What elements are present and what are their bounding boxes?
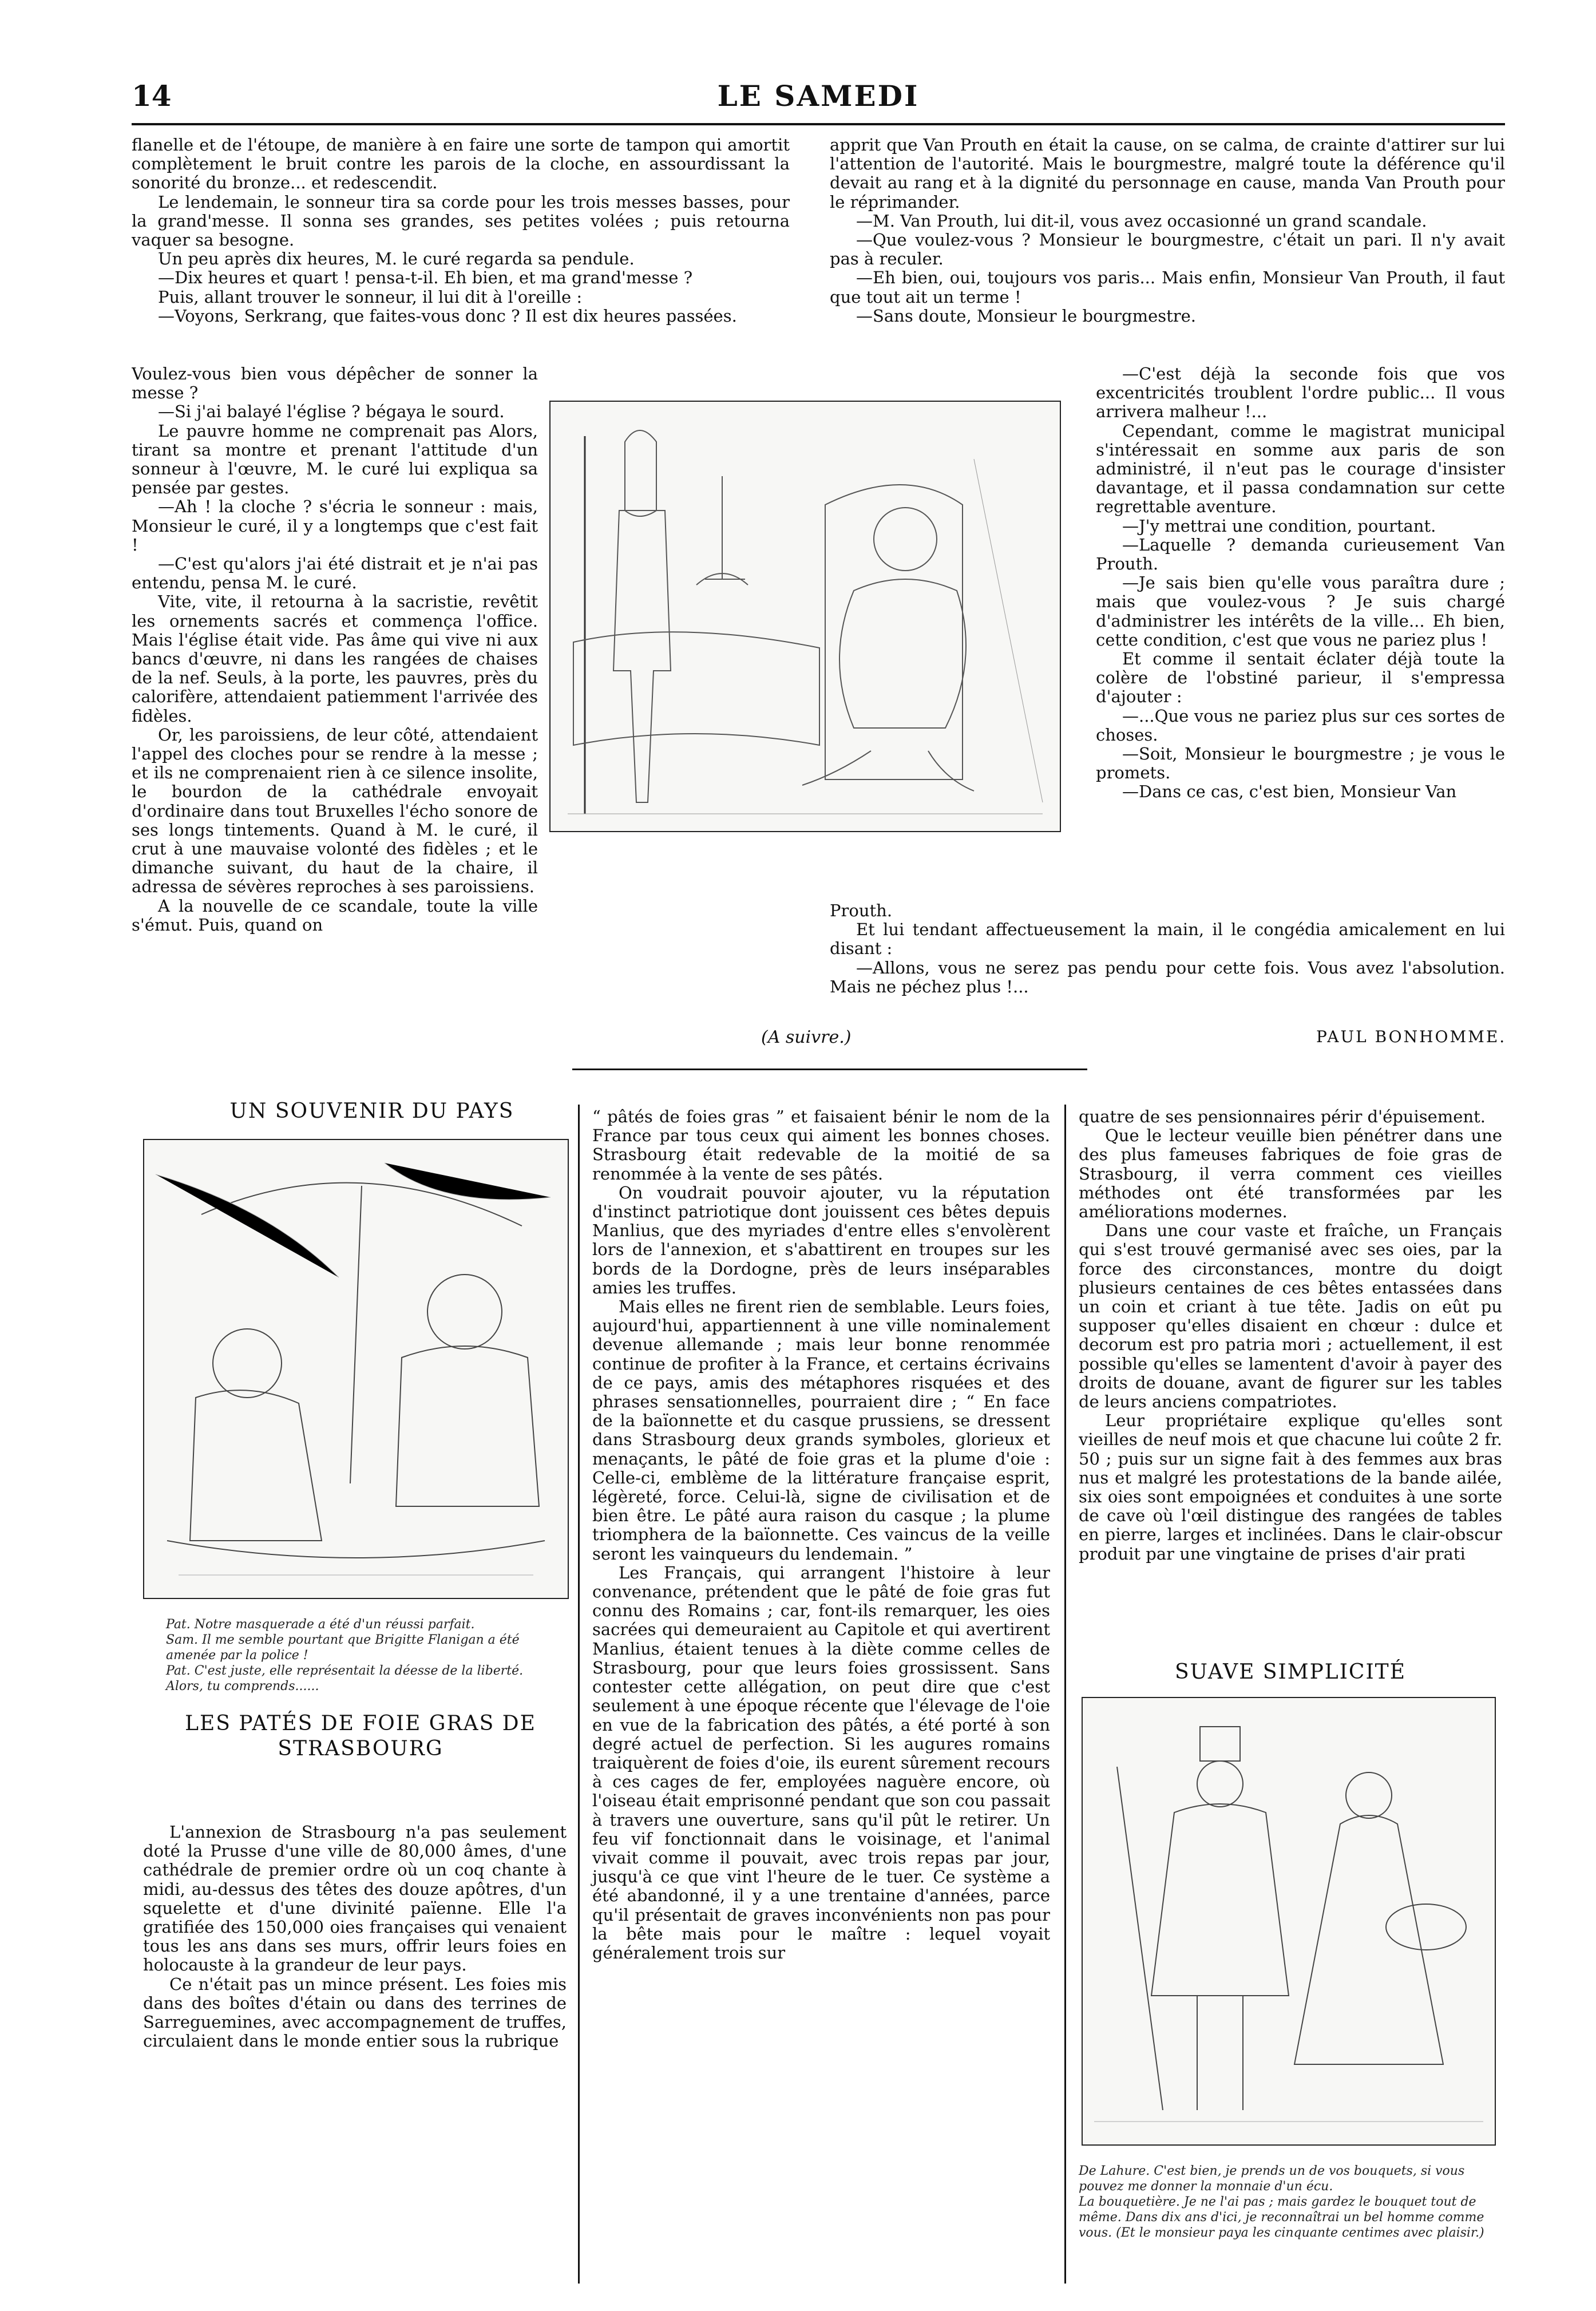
paragraph: —J'y mettrai une condition, pourtant. [1122, 516, 1436, 536]
paragraph: —...Que vous ne pariez plus sur ces sortes de choses. [1096, 706, 1505, 745]
paragraph: Cependant, comme le magistrat municipal s'intéressait en somme aux paris de son administré, il n'eut pas le courage d'insister davantage, et il passa condamnation sur cette regrettable aventure. [1096, 421, 1505, 517]
souvenir-title: UN SOUVENIR DU PAYS [229, 1099, 514, 1123]
caption-line: La bouquetière. Je ne l'ai pas ; mais gardez le bouquet tout de même. Dans dix ans d'ici, je reconnaîtrai un bel homme comme vous. (Et le monsieur paya les cinquante centimes avec plaisir.) [1079, 2195, 1484, 2240]
page-number: 14 [132, 79, 172, 113]
paragraph: Le lendemain, le sonneur tira sa corde pour les trois messes basses, pour la grand'messe. Il sonna ses grandes, ses petites volées ; puis retourna vaquer sa besogne. [132, 192, 790, 250]
story-right-top [830, 136, 1505, 326]
paragraph: —Dans ce cas, c'est bien, Monsieur Van [1122, 782, 1457, 802]
paragraph: —Dix heures et quart ! pensa-t-il. Eh bien, et ma grand'messe ? [158, 268, 693, 288]
illustration-souvenir [143, 1139, 569, 1599]
pates-col-3 [1079, 1107, 1502, 1564]
paragraph: apprit que Van Prouth en était la cause, on se calma, de crainte d'attirer sur lui l'attention de l'autorité. Mais le bourgmestre, malgré toute la déférence qu'il devait au rang et à la dignité du personnage en cause, manda Van Prouth pour le réprimander. [830, 135, 1505, 212]
paragraph: Et comme il sentait éclater déjà toute la colère de l'obstiné parieur, il s'empressa d'ajouter : [1096, 649, 1505, 707]
paragraph: A la nouvelle de ce scandale, toute la ville s'émut. Puis, quand on [132, 896, 538, 935]
paragraph: Vite, vite, il retourna à la sacristie, revêtit les ornements sacrés et commença l'office. Mais l'église était vide. Pas âme qui vive ni aux bancs d'œuvre, ni dans les rangées de chaises de la nef. Seuls, à la porte, les pauvres, près du calorifère, attendaient patiemment l'arrivée des fidèles. [132, 592, 538, 726]
paragraph: —Sans doute, Monsieur le bourgmestre. [856, 306, 1197, 326]
paragraph: Que le lecteur veuille bien pénétrer dans une des plus fameuses fabriques de foie gras de Strasbourg, il verra comment ces vieilles méthodes ont été transformées par les améliorations modernes. [1079, 1126, 1502, 1222]
caption-line: Sam. Il me semble pourtant que Brigitte Flanigan a été amenée par la police ! [166, 1633, 520, 1663]
illustration-drawing [144, 1140, 568, 1598]
paragraph: —Ah ! la cloche ? s'écria le sonneur : mais, Monsieur le curé, il y a longtemps que c'est fait ! [132, 497, 538, 555]
header-rule [132, 123, 1505, 125]
paragraph: —Voyons, Serkrang, que faites-vous donc ? Il est dix heures passées. [158, 306, 737, 326]
paragraph: —Soit, Monsieur le bourgmestre ; je vous le promets. [1096, 744, 1505, 783]
paragraph: Dans une cour vaste et fraîche, un Français qui s'est trouvé germanisé avec ses oies, par la force des circonstances, montre du doigt plusieurs centaines de ces bêtes entassées dans un coin et criant à tue tête. Jadis on eût pu supposer qu'elles disaient en chœur : dulce et decorum est pro patria mori ; actuellement, il est possible qu'elles se lamentent d'avoir à payer des droits de douane, avant de figurer sur les tables de leurs anciens compatriotes. [1079, 1221, 1502, 1412]
story-left-top [132, 136, 790, 326]
paragraph: —C'est déjà la seconde fois que vos excentricités troublent l'ordre public... Il vous arrivera malheur !... [1096, 364, 1505, 422]
story-right-mid [1096, 365, 1505, 802]
pates-col-2 [592, 1107, 1050, 1962]
suave-title: SUAVE SIMPLICITÉ [1175, 1660, 1406, 1684]
author-signature: PAUL BONHOMME. [1316, 1027, 1507, 1046]
illustration-bourgmestre [549, 401, 1061, 832]
illustration-drawing [551, 402, 1060, 831]
caption-line: Pat. C'est juste, elle représentait la déesse de la liberté. Alors, tu comprends...... [166, 1664, 524, 1693]
story-right-end [830, 901, 1505, 996]
paragraph: Or, les paroissiens, de leur côté, attendaient l'appel des cloches pour se rendre à la messe ; et ils ne comprenaient rien à ce silence insolite, le bourdon de la cathédrale envoyait d'ordinaire dans tout Bruxelles l'écho sonore de ses longs tintements. Quand à M. le curé, il crut à une mauvaise volonté des fidèles ; et le dimanche suivant, du haut de la chaire, il adressa de sévères reproches à ses paroissiens. [132, 725, 538, 897]
story-left-mid [132, 365, 538, 1017]
paragraph: —Laquelle ? demanda curieusement Van Prouth. [1096, 535, 1505, 574]
paragraph: Leur propriétaire explique qu'elles sont vieilles de neuf mois et que chacune lui coûte 2 fr. 50 ; puis sur un signe fait à des femmes aux bras nus et malgré les protestations de la bande ailée, six oies sont empoignées et conduites à une sorte de cave où l'œil distingue des rangées de tables en pierre, larges et inclinées. Dans le clair-obscur produit par une vingtaine de prises d'air prati [1079, 1411, 1502, 1564]
paragraph: Puis, allant trouver le sonneur, il lui dit à l'oreille : [158, 287, 583, 307]
pates-col-1 [143, 1823, 567, 2051]
paragraph: Les Français, qui arrangent l'histoire à leur convenance, prétendent que le pâté de foie gras fut connu des Romains ; car, font-ils remarquer, les oies sacrées qui demeuraient au Capitole et qui avertirent Manlius, étaient tenues à la diète comme celles de Strasbourg, pour que leurs foies grossissent. Sans contester cette allégation, on peut dire que c'est seulement à une époque récente que l'élevage de l'oie en vue de la fabrication des pâtés, a été porté à son degré actuel de perfection. Si les augures romains traiquèrent de foies d'oie, ils eurent sûrement recours à ces cages de fer, employées naguère encore, où l'oiseau était emprisonné pendant que son cou passait à travers une ouverture, sans qu'il pût le retirer. Un feu vif fonctionnait dans le voisinage, et l'animal vivait comme il pouvait, avec trois repas par jour, jusqu'à ce que vint l'heure de le tuer. Ce système a été abandonné, il y a une trentaine d'années, parce qu'il présentait de graves inconvénients non pas pour la bête mais pour le maître : lequel voyait généralement trois sur [592, 1562, 1050, 1962]
caption-line: De Lahure. C'est bien, je prends un de vos bouquets, si vous pouvez me donner la monnaie d'un écu. [1079, 2164, 1465, 2194]
paragraph: Le pauvre homme ne comprenait pas Alors, tirant sa montre et prenant l'attitude d'un sonneur à l'œuvre, M. le curé lui expliqua sa pensée par gestes. [132, 421, 538, 498]
paragraph: “ pâtés de foies gras ” et faisaient bénir le nom de la France par tous ceux qui aiment les bonnes choses. Strasbourg était redevable de la moitié de sa renommée à la vente de ses pâtés. [592, 1107, 1050, 1184]
to-follow: (A suivre.) [761, 1027, 852, 1047]
paragraph: flanelle et de l'étoupe, de manière à en faire une sorte de tampon qui amortit complètement le bruit contre les parois de la cloche, en assourdissant la sonorité du bronze... et redescendit. [132, 135, 790, 193]
section-rule [572, 1069, 1087, 1070]
caption-line: Pat. Notre masquerade a été d'un réussi parfait. [166, 1617, 475, 1632]
paragraph: —Que voulez-vous ? Monsieur le bourgmestre, c'était un pari. Il n'y avait pas à reculer. [830, 230, 1505, 269]
page-header [132, 79, 1505, 113]
paragraph: —Allons, vous ne serez pas pendu pour cette fois. Vous avez l'absolution. Mais ne péchez plus !... [830, 957, 1505, 996]
illustration-drawing [1083, 1698, 1495, 2144]
paragraph: Mais elles ne firent rien de semblable. Leurs foies, aujourd'hui, appartiennent à une ville nominalement devenue allemande ; mais leur bonne renommée continue de profiter à la France, et certains écrivains de ce pays, amis des métaphores risquées et des phrases sensationnelles, pourraient dire ; “ En face de la baïonnette et du casque prussiens, se dressent dans Strasbourg deux grands symboles, glorieux et menaçants, le pâté de foie gras et la plume d'oie : Celle-ci, emblème de la littérature française esprit, légèreté, force. Celui-là, signe de civilisation et de bien être. Le pâté aura raison du casque ; la plume triomphera de la baïonnette. Ces vaincus de la veille seront les vainqueurs du lendemain. ” [592, 1297, 1050, 1564]
suave-caption [1079, 2163, 1502, 2241]
paragraph: Un peu après dix heures, M. le curé regarda sa pendule. [158, 249, 635, 269]
paragraph: L'annexion de Strasbourg n'a pas seulement doté la Prusse d'une ville de 80,000 âmes, d'une cathédrale de premier ordre où un coq chante à midi, au-dessus des têtes des douze apôtres, d'un squelette et d'une divinité païenne. Elle l'a gratifiée des 150,000 oies françaises qui venaient tous les ans dans ses murs, offrir leurs foies en holocauste à la grandeur de leur pays. [143, 1822, 567, 1975]
pates-title: LES PATÉS DE FOIE GRAS DE STRASBOURG [185, 1712, 536, 1760]
column-rule [1064, 1105, 1066, 2284]
souvenir-caption [166, 1617, 561, 1694]
column-rule [578, 1105, 580, 2284]
paragraph: quatre de ses pensionnaires périr d'épuisement. [1079, 1107, 1486, 1126]
paragraph: —Eh bien, oui, toujours vos paris... Mais enfin, Monsieur Van Prouth, il faut que tout ait un terme ! [830, 268, 1505, 307]
paragraph: —Je sais bien qu'elle vous paraîtra dure ; mais que voulez-vous ? Je suis chargé d'administrer les intérêts de la ville... Eh bien, cette condition, c'est que vous ne pariez plus ! [1096, 573, 1505, 650]
illustration-suave [1082, 1697, 1496, 2146]
paragraph: On voudrait pouvoir ajouter, vu la réputation d'instinct patriotique dont jouissent ces bêtes depuis Manlius, que des myriades d'entre elles s'envolèrent lors de l'annexion, et s'abattirent en troupes sur les bords de la Dordogne, près de leurs inséparables amies les truffes. [592, 1182, 1050, 1297]
paragraph: Ce n'était pas un mince présent. Les foies mis dans des boîtes d'étain ou dans des terrines de Sarreguemines, avec accompagnement de truffes, circulaient dans le monde entier sous la rubrique [143, 1974, 567, 2051]
paragraph: Voulez-vous bien vous dépêcher de sonner la messe ? [132, 365, 538, 403]
paragraph: —C'est qu'alors j'ai été distrait et je n'ai pas entendu, pensa M. le curé. [132, 554, 538, 593]
paragraph: —Si j'ai balayé l'église ? bégaya le sourd. [158, 402, 505, 422]
paragraph: Prouth. [830, 901, 893, 920]
paragraph: —M. Van Prouth, lui dit-il, vous avez occasionné un grand scandale. [856, 211, 1427, 231]
masthead: LE SAMEDI [717, 79, 920, 113]
paragraph: Et lui tendant affectueusement la main, il le congédia amicalement en lui disant : [830, 920, 1505, 959]
